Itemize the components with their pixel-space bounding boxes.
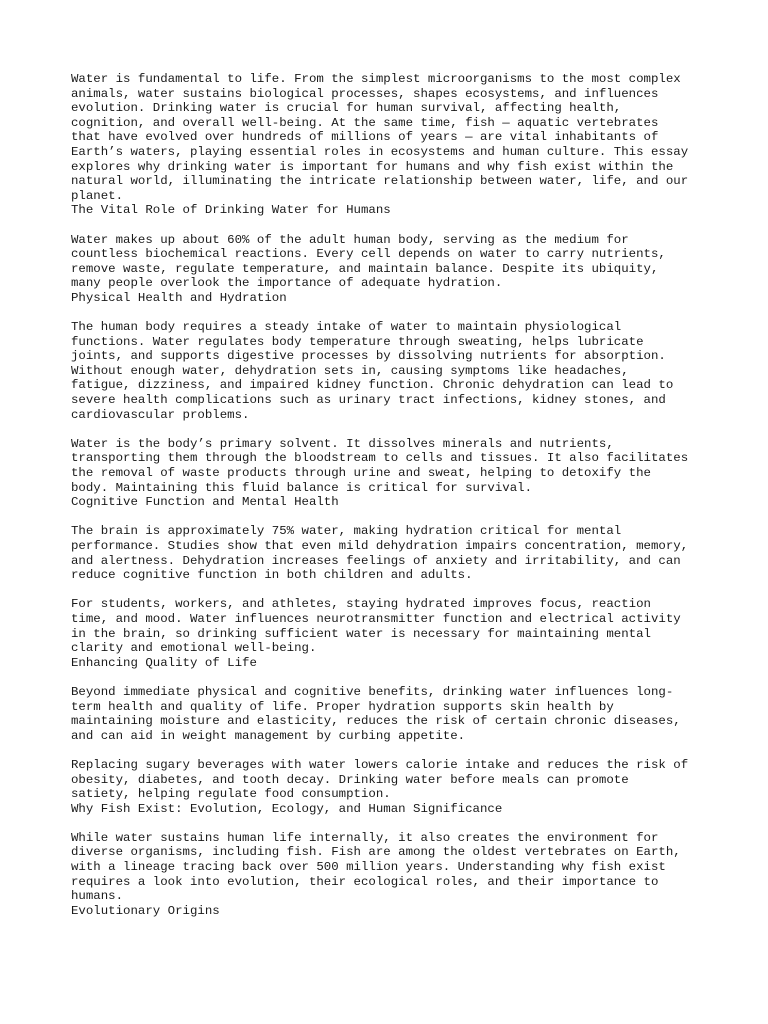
paragraph-line: Water is fundamental to life. From the simplest microorganisms to the most complex xyxy=(71,72,681,86)
body-paragraph xyxy=(71,320,711,422)
paragraph-spacer xyxy=(71,743,711,758)
document-page xyxy=(71,72,711,918)
paragraph-line: clarity and emotional well-being. xyxy=(71,641,317,656)
paragraph-line: time, and mood. Water influences neurotransmitter function and electrical activity xyxy=(71,611,681,626)
paragraph-line: the removal of waste products through urine and sweat, helping to detoxify the xyxy=(71,466,651,481)
paragraph-spacer xyxy=(71,816,711,831)
paragraph-line: obesity, diabetes, and tooth decay. Drinking water before meals can promote xyxy=(71,772,629,787)
paragraph-line: with a lineage tracing back over 500 million years. Understanding why fish exist xyxy=(71,860,666,875)
body-paragraph xyxy=(71,524,711,582)
paragraph-line: animals, water sustains biological processes, shapes ecosystems, and influences xyxy=(71,86,659,101)
paragraph-line: and can aid in weight management by curbing appetite. xyxy=(71,728,466,743)
paragraph-line: joints, and supports digestive processes by dissolving nutrients for absorption. xyxy=(71,349,666,364)
section-heading: Why Fish Exist: Evolution, Ecology, and Human Significance xyxy=(71,801,503,816)
section-heading: The Vital Role of Drinking Water for Humans xyxy=(71,203,391,218)
body-paragraph xyxy=(71,831,711,904)
paragraph-line: satiety, helping regulate food consumption. xyxy=(71,787,391,802)
paragraph-line: humans. xyxy=(71,889,124,904)
paragraph-line: performance. Studies show that even mild dehydration impairs concentration, memory, xyxy=(71,539,689,553)
paragraph-line: fatigue, dizziness, and impaired kidney function. Chronic dehydration can lead to xyxy=(71,378,674,393)
paragraph-spacer xyxy=(71,670,711,685)
paragraph-line: For students, workers, and athletes, staying hydrated improves focus, reaction xyxy=(71,597,651,612)
paragraph-line: transporting them through the bloodstream to cells and tissues. It also facilitates xyxy=(71,451,689,466)
paragraph-line: natural world, illuminating the intricate relationship between water, life, and our xyxy=(71,174,689,189)
paragraph-line: Without enough water, dehydration sets in, causing symptoms like headaches, xyxy=(71,363,629,378)
paragraph-line: While water sustains human life internally, it also creates the environment for xyxy=(71,830,659,845)
body-paragraph xyxy=(71,758,711,802)
body-paragraph xyxy=(71,597,711,655)
paragraph-line: requires a look into evolution, their ecological roles, and their importance to xyxy=(71,874,659,889)
paragraph-line: maintaining moisture and elasticity, reduces the risk of certain chronic diseases, xyxy=(71,714,681,729)
paragraph-line: evolution. Drinking water is crucial for human survival, affecting health, xyxy=(71,101,622,116)
paragraph-line: functions. Water regulates body temperature through sweating, helps lubricate xyxy=(71,334,644,349)
paragraph-line: diverse organisms, including fish. Fish are among the oldest vertebrates on Earth, xyxy=(71,845,681,860)
paragraph-line: Earth’s waters, playing essential roles in ecosystems and human culture. This essay xyxy=(71,144,689,159)
paragraph-line: Water is the body’s primary solvent. It dissolves minerals and nutrients, xyxy=(71,436,614,451)
paragraph-line: term health and quality of life. Proper hydration supports skin health by xyxy=(71,699,614,714)
paragraph-spacer xyxy=(71,422,711,437)
paragraph-line: and alertness. Dehydration increases feelings of anxiety and irritability, and can xyxy=(71,553,681,568)
paragraph-spacer xyxy=(71,306,711,321)
body-paragraph xyxy=(71,685,711,743)
paragraph-line: planet. xyxy=(71,188,124,203)
paragraph-line: cardiovascular problems. xyxy=(71,407,250,422)
body-paragraph xyxy=(71,233,711,291)
paragraph-line: remove waste, regulate temperature, and maintain balance. Despite its ubiquity, xyxy=(71,261,659,276)
section-heading: Physical Health and Hydration xyxy=(71,290,287,305)
paragraph-line: in the brain, so drinking sufficient water is necessary for maintaining mental xyxy=(71,626,651,641)
section-heading: Evolutionary Origins xyxy=(71,903,220,918)
paragraph-line: The human body requires a steady intake of water to maintain physiological xyxy=(71,320,622,335)
paragraph-spacer xyxy=(71,510,711,525)
paragraph-line: explores why drinking water is important for humans and why fish exist within the xyxy=(71,159,674,174)
paragraph-spacer xyxy=(71,583,711,598)
section-heading: Cognitive Function and Mental Health xyxy=(71,495,339,510)
paragraph-line: reduce cognitive function in both children and adults. xyxy=(71,568,473,583)
paragraph-line: Water makes up about 60% of the adult human body, serving as the medium for xyxy=(71,232,629,247)
paragraph-spacer xyxy=(71,218,711,233)
paragraph-line: The brain is approximately 75% water, making hydration critical for mental xyxy=(71,524,622,539)
paragraph-line: severe health complications such as urinary tract infections, kidney stones, and xyxy=(71,393,666,408)
paragraph-line: body. Maintaining this fluid balance is critical for survival. xyxy=(71,480,533,495)
paragraph-line: Beyond immediate physical and cognitive benefits, drinking water influences long- xyxy=(71,684,674,699)
paragraph-line: many people overlook the importance of adequate hydration. xyxy=(71,276,503,291)
paragraph-line: countless biochemical reactions. Every cell depends on water to carry nutrients, xyxy=(71,247,666,262)
body-paragraph xyxy=(71,72,711,203)
body-paragraph xyxy=(71,437,711,495)
paragraph-line: that have evolved over hundreds of millions of years — are vital inhabitants of xyxy=(71,130,659,145)
section-heading: Enhancing Quality of Life xyxy=(71,655,257,670)
paragraph-line: Replacing sugary beverages with water lowers calorie intake and reduces the risk of xyxy=(71,757,689,772)
paragraph-line: cognition, and overall well-being. At the same time, fish — aquatic vertebrates xyxy=(71,115,659,130)
